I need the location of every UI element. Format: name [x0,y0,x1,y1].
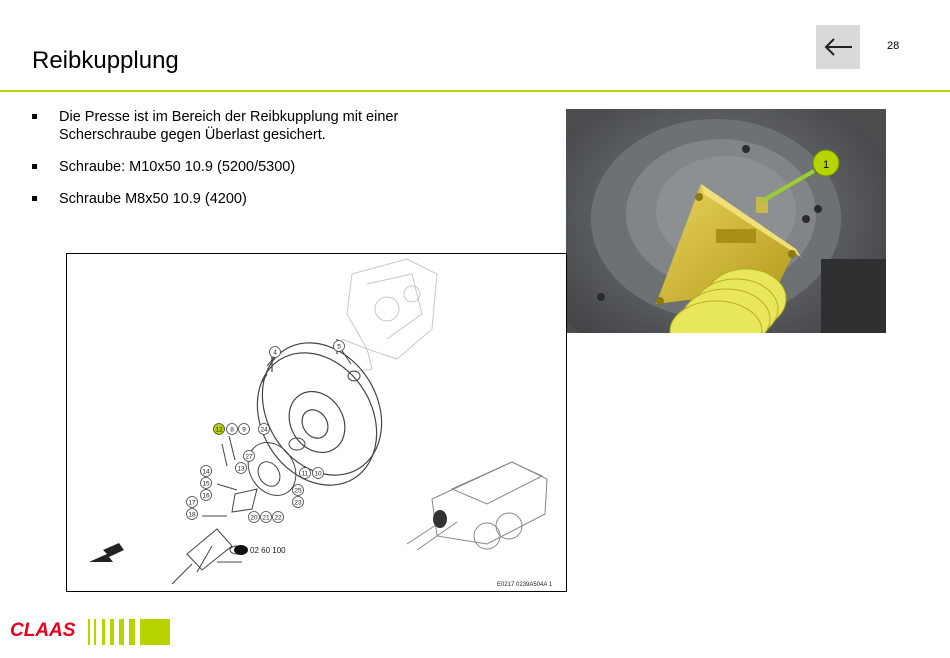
part-number-label: 23 [294,499,302,507]
page-number: 28 [887,40,900,52]
part-number-label: 25 [294,487,302,495]
part-number-label: 24 [260,426,268,434]
drawing-code: E0217 0239A504A 1 [497,582,553,588]
brand-stripes [88,619,172,645]
page-title: Reibkupplung [32,47,179,74]
part-number-label: 5 [337,343,341,351]
part-number-label: 8 [230,426,234,434]
title-divider [0,90,950,92]
part-number-label: 22 [274,514,282,522]
clutch-photo [566,109,886,333]
part-number-label: 14 [202,468,210,476]
bullet-list [32,108,452,222]
part-number-label: 11 [301,470,309,478]
part-number-label: 18 [188,511,196,519]
part-number-label: 17 [188,499,196,507]
claas-logo [10,618,84,642]
part-number-label: 21 [262,514,270,522]
part-number-label: 10 [314,470,322,478]
part-number-label: 20 [250,514,258,522]
arrow-left-icon [822,37,854,57]
part-number-label: 12 [215,426,223,434]
parts-diagram [66,253,567,592]
back-button[interactable] [816,25,860,69]
bullet-item: Schraube M8x50 10.9 (4200) [32,190,452,208]
photo-callout-label: 1 [822,159,830,171]
part-number-label: 16 [202,492,210,500]
diagram-reference: 02 60 100 [250,546,286,555]
part-number-label: 9 [242,426,246,434]
part-number-label: 13 [237,465,245,473]
part-number-label: 4 [273,349,277,357]
logo-text: CLAAS [10,620,76,641]
bullet-item: Die Presse ist im Bereich der Reibkupplung mit einer Scherschraube gegen Überlast gesichert. [32,108,452,144]
part-number-label: 27 [245,453,253,461]
bullet-item: Schraube: M10x50 10.9 (5200/5300) [32,158,452,176]
part-number-label: 15 [202,480,210,488]
